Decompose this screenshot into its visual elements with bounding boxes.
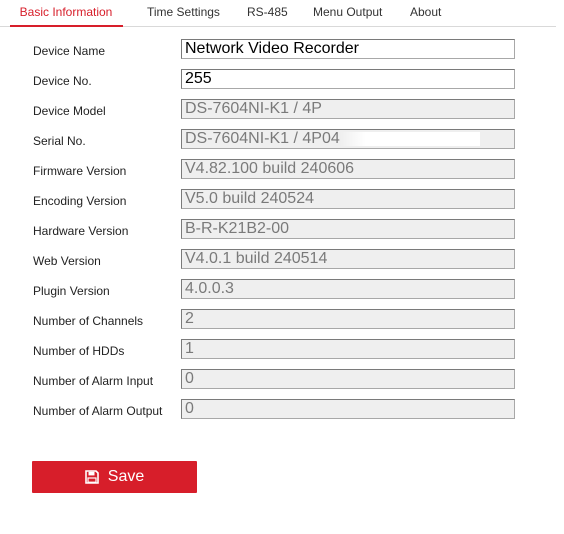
device-name-field[interactable]: Network Video Recorder xyxy=(181,39,515,59)
form-row-device-name xyxy=(0,39,556,61)
form-row-firmware-version xyxy=(0,159,556,181)
device-no-label: Device No. xyxy=(33,74,92,88)
floppy-disk-icon xyxy=(85,470,99,484)
form-row-plugin-version xyxy=(0,279,556,301)
form-row-number-of-alarm-input xyxy=(0,369,556,391)
save-button[interactable] xyxy=(32,461,197,493)
firmware-version-label: Firmware Version xyxy=(33,164,127,178)
tab-rs-485[interactable]: RS-485 xyxy=(247,5,288,19)
form-row-web-version xyxy=(0,249,556,271)
tab-basic-information[interactable]: Basic Information xyxy=(10,0,123,27)
plugin-version-label: Plugin Version xyxy=(33,284,110,298)
device-no-field[interactable]: 255 xyxy=(181,69,515,89)
firmware-version-field: V4.82.100 build 240606 xyxy=(181,159,515,179)
device-name-label: Device Name xyxy=(33,44,106,58)
hardware-version-field: B-R-K21B2-00 xyxy=(181,219,515,239)
tab-bar xyxy=(0,0,556,27)
form-row-encoding-version xyxy=(0,189,556,211)
form-row-number-of-hdds xyxy=(0,339,556,361)
form-row-device-no xyxy=(0,69,556,91)
serial-redaction xyxy=(340,132,480,146)
form-row-device-model xyxy=(0,99,556,121)
serial-no-field xyxy=(181,129,515,149)
number-of-channels-field: 2 xyxy=(181,309,515,329)
number-of-hdds-label: Number of HDDs xyxy=(33,344,125,358)
tab-menu-output[interactable]: Menu Output xyxy=(313,5,383,19)
device-model-label: Device Model xyxy=(33,104,106,118)
number-of-channels-label: Number of Channels xyxy=(33,314,144,328)
tab-about[interactable]: About xyxy=(410,5,442,19)
number-of-alarm-output-label: Number of Alarm Output xyxy=(33,404,163,418)
number-of-alarm-output-field: 0 xyxy=(181,399,515,419)
plugin-version-field: 4.0.0.3 xyxy=(181,279,515,299)
web-version-label: Web Version xyxy=(33,254,101,268)
serial-no-value: DS-7604NI-K1 / 4P04 xyxy=(185,130,340,147)
form-row-number-of-alarm-output xyxy=(0,399,556,421)
form-row-serial-no xyxy=(0,129,556,151)
encoding-version-label: Encoding Version xyxy=(33,194,127,208)
number-of-alarm-input-field: 0 xyxy=(181,369,515,389)
form-row-number-of-channels xyxy=(0,309,556,331)
device-model-field: DS-7604NI-K1 / 4P xyxy=(181,99,515,119)
number-of-hdds-field: 1 xyxy=(181,339,515,359)
form-row-hardware-version xyxy=(0,219,556,241)
serial-no-label: Serial No. xyxy=(33,134,86,148)
web-version-field: V4.0.1 build 240514 xyxy=(181,249,515,269)
hardware-version-label: Hardware Version xyxy=(33,224,129,238)
number-of-alarm-input-label: Number of Alarm Input xyxy=(33,374,154,388)
save-button-label: Save xyxy=(107,468,145,485)
tab-time-settings[interactable]: Time Settings xyxy=(147,5,220,19)
encoding-version-field: V5.0 build 240524 xyxy=(181,189,515,209)
